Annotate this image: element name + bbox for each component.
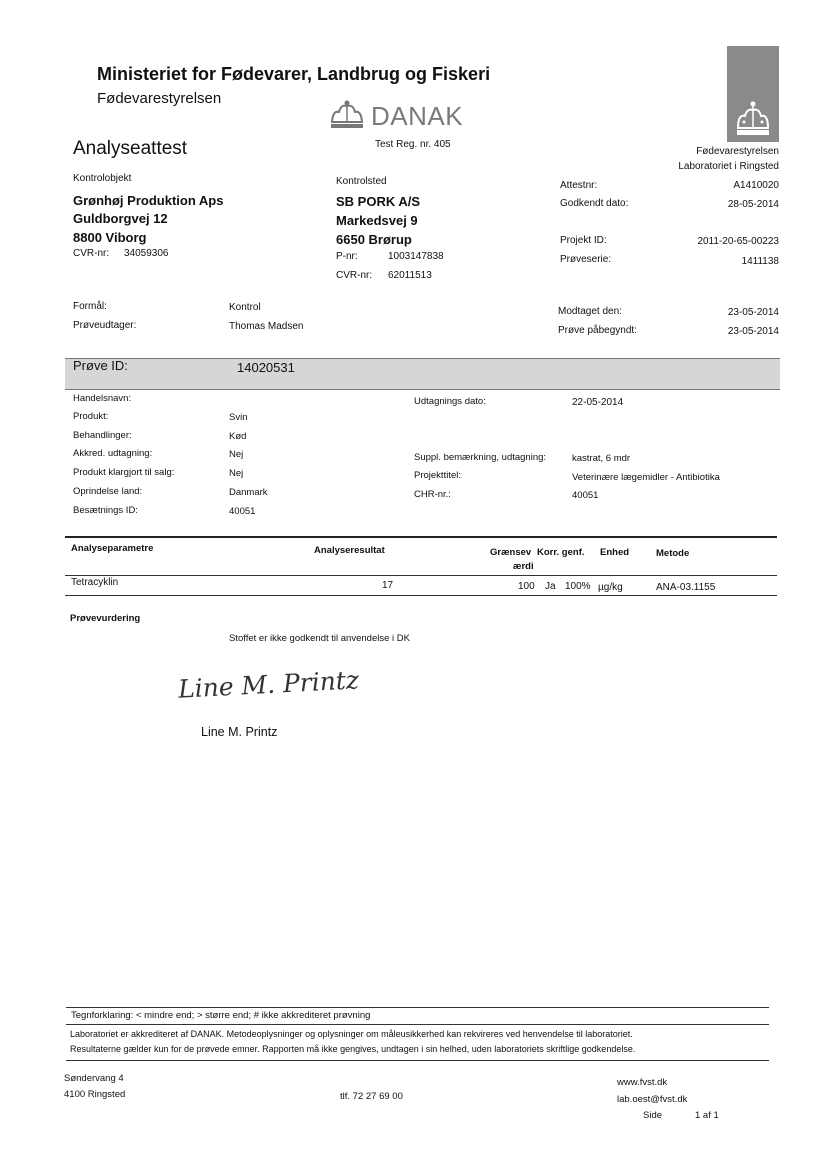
chr-value: 40051	[572, 490, 599, 501]
kontrolsted-label: Kontrolsted	[336, 176, 387, 187]
footer-address-1: Søndervang 4	[64, 1073, 124, 1084]
akkred-value: Nej	[229, 449, 244, 460]
agency-crown-logo	[727, 46, 779, 142]
handelsnavn-label: Handelsnavn:	[73, 393, 132, 404]
kontrolsted-name: SB PORK A/S	[336, 194, 421, 209]
proveudtager-value: Thomas Madsen	[229, 321, 304, 332]
formal-value: Kontrol	[229, 302, 261, 313]
danak-text: DANAK	[371, 101, 464, 131]
kontrolobjekt-cvr-value: 34059306	[124, 248, 169, 259]
danak-crown-icon	[327, 100, 367, 130]
kontrolobjekt-label: Kontrolobjekt	[73, 173, 132, 184]
lab-name: Fødevarestyrelsen	[696, 146, 779, 157]
assessment-label: Prøvevurdering	[70, 613, 141, 624]
footer-web[interactable]: www.fvst.dk	[617, 1077, 668, 1088]
klargjort-value: Nej	[229, 468, 244, 479]
sample-id-band	[65, 358, 780, 390]
kontrolobjekt-name: Grønhøj Produktion Aps	[73, 193, 224, 208]
chr-label: CHR-nr.:	[414, 489, 451, 500]
suppl-value: kastrat, 6 mdr	[572, 453, 631, 464]
assessment-text: Stoffet er ikke godkendt til anvendelse i DK	[229, 633, 410, 644]
kontrolsted-cvr-value: 62011513	[388, 270, 432, 281]
kontrolsted-city: 6650 Brørup	[336, 232, 412, 247]
modtaget-label: Modtaget den:	[558, 306, 622, 317]
results-bottom-rule	[65, 595, 777, 596]
formal-label: Formål:	[73, 301, 107, 312]
footer-rule-1	[66, 1007, 769, 1008]
col-result: Analyseresultat	[314, 545, 385, 556]
kontrolsted-pnr-label: P-nr:	[336, 251, 358, 262]
behandlinger-label: Behandlinger:	[73, 430, 132, 441]
row-limit: 100	[518, 581, 535, 592]
godkendt-value: 28-05-2014	[727, 199, 779, 210]
behandlinger-value: Kød	[229, 431, 247, 442]
test-reg: Test Reg. nr. 405	[375, 139, 451, 150]
page-value: 1 af 1	[695, 1110, 719, 1121]
lab-location: Laboratoriet i Ringsted	[678, 161, 779, 172]
footer-phone: tlf. 72 27 69 00	[340, 1091, 403, 1102]
sample-id-label: Prøve ID:	[73, 358, 128, 373]
row-recovery: 100%	[565, 581, 591, 592]
col-limit: Grænsev	[490, 547, 532, 558]
attestnr-value: A1410020	[733, 180, 779, 191]
proveserie-label: Prøveserie:	[560, 254, 612, 265]
col-unit: Enhed	[600, 547, 630, 558]
kontrolobjekt-street: Guldborgvej 12	[73, 211, 168, 226]
handwritten-signature: Line M. Printz	[177, 665, 360, 704]
udtagning-label: Udtagnings dato:	[414, 396, 486, 407]
row-accredited: Ja	[545, 581, 556, 592]
proveserie-value: 1411138	[741, 256, 779, 267]
row-method: ANA-03.1155	[656, 582, 716, 593]
agency-name: Fødevarestyrelsen	[97, 90, 222, 107]
kontrolobjekt-cvr-label: CVR-nr:	[73, 248, 110, 259]
kontrolsted-cvr-label: CVR-nr:	[336, 270, 373, 281]
ministry-name: Ministeriet for Fødevarer, Landbrug og Fiskeri	[97, 64, 491, 84]
footer-note-2: Resultaterne gælder kun for de prøvede emner. Rapporten må ikke gengives, undtagen i sin helhed, uden laboratoriets skriftlige godkendelse.	[70, 1044, 636, 1054]
pabegyndt-label: Prøve påbegyndt:	[558, 325, 637, 336]
projekt-id-label: Projekt ID:	[560, 235, 607, 246]
footer-legend: Tegnforklaring: < mindre end; > større end; # ikke akkrediteret prøvning	[71, 1010, 371, 1021]
document-title: Analyseattest	[73, 138, 188, 159]
godkendt-label: Godkendt dato:	[560, 198, 629, 209]
kontrolobjekt-city: 8800 Viborg	[73, 230, 147, 245]
proveudtager-label: Prøveudtager:	[73, 320, 137, 331]
akkred-label: Akkred. udtagning:	[73, 448, 153, 459]
sample-id-value: 14020531	[237, 360, 295, 375]
crown-icon	[727, 46, 779, 142]
row-parameter: Tetracyklin	[71, 577, 119, 588]
attestnr-label: Attestnr:	[560, 180, 598, 191]
signatory-name: Line M. Printz	[201, 725, 278, 739]
suppl-label: Suppl. bemærkning, udtagning:	[414, 452, 547, 463]
projekttitel-label: Projekttitel:	[414, 470, 461, 481]
col-method: Metode	[656, 548, 690, 559]
col-korr: Korr. genf.	[537, 547, 585, 558]
pabegyndt-value: 23-05-2014	[727, 326, 779, 337]
kontrolsted-pnr-value: 1003147838	[388, 251, 444, 262]
oprindelse-value: Danmark	[229, 487, 268, 498]
klargjort-label: Produkt klargjort til salg:	[73, 467, 175, 478]
row-result: 17	[382, 580, 394, 591]
footer-note-1: Laboratoriet er akkrediteret af DANAK. Metodeoplysninger og oplysninger om måleusikkerhed kan rekvireres ved henvendelse til laboratoriet.	[70, 1029, 633, 1039]
col-limit-cont: ærdi	[513, 561, 534, 572]
row-unit: µg/kg	[598, 582, 623, 593]
udtagning-value: 22-05-2014	[572, 397, 624, 408]
footer-rule-3	[66, 1060, 769, 1061]
oprindelse-label: Oprindelse land:	[73, 486, 143, 497]
footer-rule-2	[66, 1024, 769, 1025]
col-parameter: Analyseparametre	[71, 543, 154, 554]
results-header-rule	[65, 575, 777, 576]
projekttitel-value: Veterinære lægemidler - Antibiotika	[572, 472, 720, 483]
produkt-label: Produkt:	[73, 411, 109, 422]
modtaget-value: 23-05-2014	[727, 307, 779, 318]
footer-email[interactable]: lab.oest@fvst.dk	[617, 1094, 688, 1105]
kontrolsted-street: Markedsvej 9	[336, 213, 418, 228]
projekt-id-value: 2011-20-65-00223	[697, 236, 779, 247]
produkt-value: Svin	[229, 412, 248, 423]
besaetning-label: Besætnings ID:	[73, 505, 138, 516]
page-label: Side	[643, 1110, 663, 1121]
footer-address-2: 4100 Ringsted	[64, 1089, 126, 1100]
results-top-rule	[65, 536, 777, 538]
besaetning-value: 40051	[229, 506, 256, 517]
